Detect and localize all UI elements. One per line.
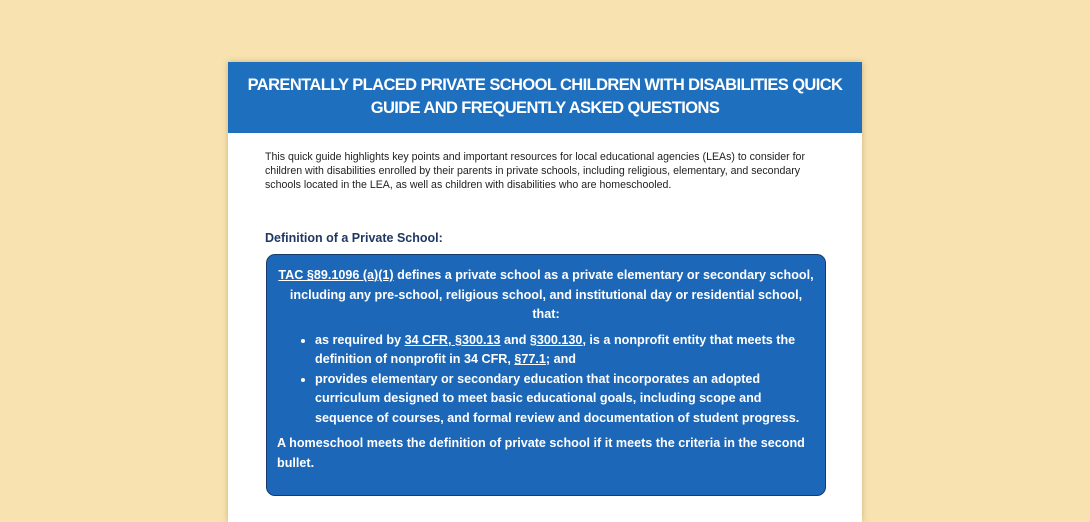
closing-text: A homeschool meets the definition of private school if it meets the criteria in the second bullet. bbox=[277, 436, 805, 470]
section-heading: Definition of a Private School: bbox=[265, 231, 443, 245]
document-title-banner bbox=[228, 62, 862, 133]
title-line-2: GUIDE AND FREQUENTLY ASKED QUESTIONS bbox=[370, 99, 720, 117]
text: as required by bbox=[315, 332, 405, 347]
text: , is a nonprofit entity that meets the definition of nonprofit in 34 CFR, bbox=[315, 332, 796, 366]
intro-paragraph: This quick guide highlights key points and important resources for local educational agencies (LEAs) to consider for children with disabilities enrolled by their parents in private schools, including religious, elementary, and secondary schools located in the LEA, as well as children with disabilities who are homeschooled. bbox=[265, 151, 805, 192]
lead-text: defines a private school as a private elementary or secondary school, including any pre-school, religious school, and institutional day or residential school, that: bbox=[289, 268, 814, 321]
cfr-77-1-link[interactable]: §77.1 bbox=[514, 352, 546, 366]
text: and bbox=[500, 332, 530, 347]
document-page bbox=[228, 62, 862, 522]
cfr-300-130-link[interactable]: §300.130 bbox=[529, 332, 583, 347]
title-line-1: PARENTALLY PLACED PRIVATE SCHOOL CHILDREN WITH DISABILITIES QUICK bbox=[247, 76, 843, 94]
criteria-list bbox=[277, 331, 815, 429]
definition-lead bbox=[277, 266, 815, 325]
tac-link[interactable]: TAC §89.1096 (a)(1) bbox=[278, 268, 394, 282]
list-item: • provides elementary or secondary education that incorporates an adopted curriculum designed to meet basic educational goals, including scope and sequence of courses, and formal review and documentation of student progress. bbox=[315, 370, 815, 429]
text: ; and bbox=[545, 352, 576, 366]
list-item bbox=[315, 331, 815, 370]
definition-box bbox=[266, 254, 826, 496]
cfr-300-13-link[interactable]: 34 CFR, §300.13 bbox=[404, 332, 501, 347]
